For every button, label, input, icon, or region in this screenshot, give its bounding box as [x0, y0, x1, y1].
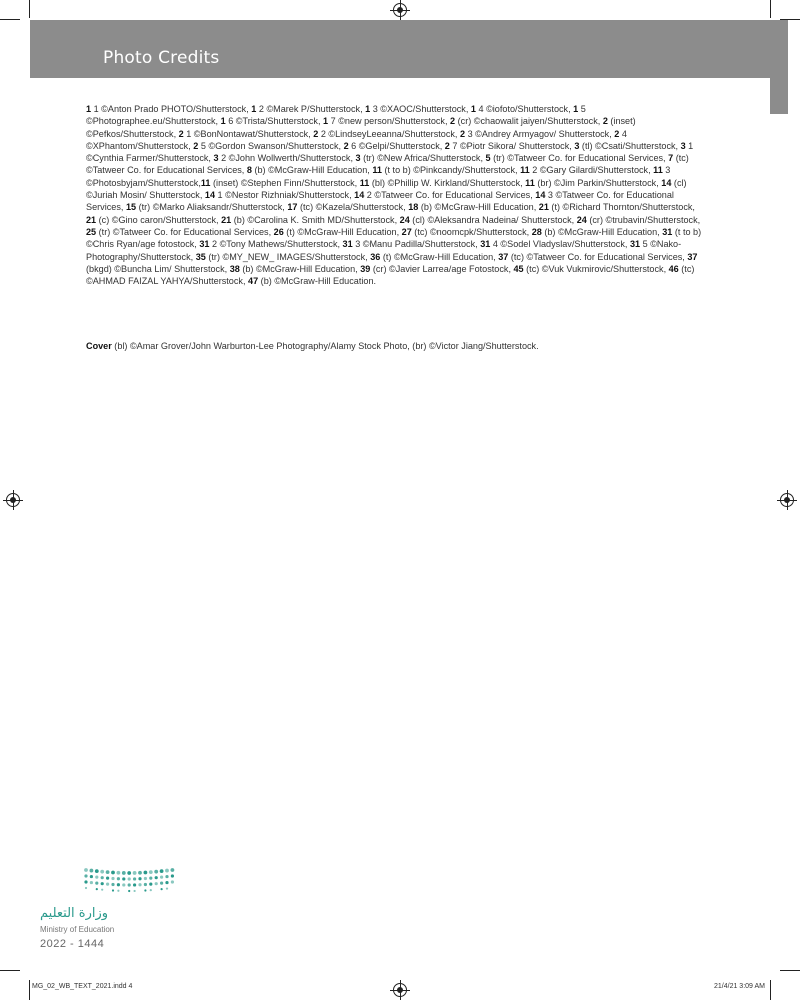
credit-entry	[471, 104, 573, 114]
credit-entry	[514, 264, 669, 274]
credit-text: (inset) ©Pefkos/Shutterstock,	[86, 116, 636, 139]
credit-page-number: 28	[531, 226, 542, 237]
credit-entry	[574, 141, 680, 151]
credit-entry	[372, 165, 520, 175]
credit-text: (tr) ©Marko Aliaksandr/Shutterstock,	[136, 202, 288, 213]
crop-mark	[0, 19, 20, 20]
credit-entry	[201, 178, 360, 188]
credit-page-number: 39	[360, 263, 371, 274]
credit-page-number: 3	[213, 153, 219, 164]
credit-page-number: 11	[359, 177, 370, 188]
credit-entry	[360, 264, 513, 274]
credit-page-number: 11	[525, 177, 535, 188]
slug-filename: MG_02_WB_TEXT_2021.indd 4	[32, 983, 133, 990]
credit-page-number: 1	[573, 104, 579, 114]
credit-entry	[498, 252, 687, 262]
credit-text: (b) ©McGraw-Hill Education.	[258, 276, 377, 287]
credit-text: (tl) ©Csati/Shutterstock,	[579, 140, 681, 151]
credit-text: 3 ©Photosbyjam/Shutterstock,	[86, 165, 671, 188]
cover-text: (bl) ©Amar Grover/John Warburton-Lee Photography/Alamy Stock Photo, (br) ©Victor Jiang/Shutterstock.	[111, 341, 539, 351]
credit-entry	[360, 178, 525, 188]
credit-text: 4 ©XPhantom/Shutterstock,	[86, 128, 627, 151]
credit-text: (c) ©Gino caron/Shutterstock,	[96, 214, 222, 225]
credit-page-number: 1	[323, 116, 329, 127]
credit-text: 2 ©Tatweer Co. for Educational Services,	[364, 190, 536, 201]
credit-page-number: 36	[370, 251, 381, 262]
credit-entry	[196, 252, 370, 262]
page-title: Photo Credits	[103, 48, 220, 68]
cover-credits	[86, 340, 706, 352]
credit-text: 2 ©Gary Gilardi/Shutterstock,	[529, 165, 654, 176]
credit-entry	[400, 215, 577, 225]
credit-page-number: 31	[342, 239, 353, 250]
crop-mark	[29, 0, 30, 18]
credit-text: (tr) ©Tatweer Co. for Educational Services,	[96, 226, 274, 237]
credit-page-number: 1	[365, 104, 371, 114]
credit-page-number: 2	[444, 140, 450, 151]
credit-text: (b) ©Carolina K. Smith MD/Shutterstock,	[231, 214, 400, 225]
credit-text: 1 ©Anton Prado PHOTO/Shutterstock,	[91, 104, 252, 114]
credit-page-number: 14	[354, 190, 365, 201]
credit-page-number: 3	[355, 153, 361, 164]
credit-page-number: 14	[204, 190, 216, 201]
credit-page-number: 11	[372, 165, 382, 176]
credit-page-number: 2	[343, 140, 349, 151]
credit-text: 6 ©Trista/Shutterstock,	[225, 116, 324, 127]
credit-text: 2 ©LindseyLeeanna/Shutterstock,	[318, 128, 460, 139]
credit-page-number: 24	[576, 214, 587, 225]
credit-page-number: 31	[199, 239, 210, 250]
credit-page-number: 3	[574, 140, 580, 151]
credit-text: (tc) ©Tatweer Co. for Educational Services,	[508, 251, 688, 262]
crop-mark	[770, 0, 771, 18]
registration-mark-icon	[393, 983, 407, 997]
credit-page-number: 24	[399, 214, 410, 225]
credit-page-number: 8	[246, 165, 252, 176]
credit-entry	[214, 153, 356, 163]
credit-entry	[126, 202, 287, 212]
credit-entry	[365, 104, 471, 114]
credit-page-number: 2	[459, 128, 466, 139]
credit-entry	[480, 239, 630, 249]
credit-page-number: 2	[602, 116, 608, 127]
credit-text: (b) ©McGraw-Hill Education,	[251, 165, 373, 176]
credit-text: 2 ©John Wollwerth/Shutterstock,	[218, 153, 356, 164]
credit-page-number: 14	[661, 177, 672, 188]
credit-text: 3 ©Manu Padilla/Shutterstock,	[352, 239, 481, 250]
credit-text: 7 ©new person/Shutterstock,	[328, 116, 451, 127]
credit-page-number: 46	[668, 263, 679, 274]
credit-text: 4 ©iofoto/Shutterstock,	[475, 104, 574, 114]
credit-entry	[354, 190, 535, 200]
credit-page-number: 1	[86, 104, 92, 114]
registration-mark-icon	[393, 3, 407, 17]
header-side-tab	[770, 20, 788, 114]
credit-text: 3 ©XAOC/Shutterstock,	[370, 104, 471, 114]
credit-entry	[86, 227, 274, 237]
credit-text: (t) ©McGraw-Hill Education,	[283, 226, 402, 237]
credit-text: (inset) ©Stephen Finn/Shutterstock,	[210, 177, 360, 188]
credit-text: 1 ©Cynthia Farmer/Shutterstock,	[86, 140, 694, 164]
credit-text: (cl) ©Aleksandra Nadeina/ Shutterstock,	[409, 214, 577, 225]
credit-entry	[230, 264, 361, 274]
credit-text: (tr) ©New Africa/Shutterstock,	[360, 153, 486, 164]
credit-entry	[274, 227, 402, 237]
credit-page-number: 45	[513, 263, 524, 274]
credit-entry	[251, 104, 365, 114]
credit-text: 1 ©BonNontawat/Shutterstock,	[183, 128, 314, 139]
credit-page-number: 21	[221, 214, 232, 225]
credit-entry	[248, 276, 376, 286]
cover-label: Cover	[86, 341, 112, 351]
credit-page-number: 37	[498, 251, 509, 262]
credit-page-number: 11	[653, 165, 663, 176]
credit-entry	[525, 178, 661, 188]
credit-text: (cr) ©trubavin/Shutterstock,	[586, 214, 701, 225]
credit-page-number: 17	[287, 202, 298, 213]
credit-page-number: 31	[629, 239, 641, 250]
credit-page-number: 38	[229, 263, 240, 274]
credit-text: 3 ©Tatweer Co. for Educational Services,	[86, 190, 674, 213]
credit-text: 1 ©Nestor Rizhniak/Shutterstock,	[215, 190, 355, 201]
credit-text: 5 ©Photographee.eu/Shutterstock,	[86, 104, 586, 127]
credit-entry	[221, 116, 323, 126]
credit-text: (br) ©Jim Parkin/Shutterstock,	[534, 177, 662, 188]
credit-page-number: 21	[538, 202, 549, 213]
credit-text: 2 ©Tony Mathews/Shutterstock,	[209, 239, 343, 250]
credit-entry	[460, 129, 614, 139]
credit-entry	[205, 190, 354, 200]
credit-entry	[532, 227, 663, 237]
credit-page-number: 21	[86, 214, 97, 225]
credit-entry	[179, 129, 314, 139]
credit-entry	[356, 153, 486, 163]
credit-entry	[323, 116, 450, 126]
credit-text: (tc) ©Tatweer Co. for Educational Services,	[86, 153, 689, 176]
credit-page-number: 1	[470, 104, 476, 114]
credit-text: 5 ©Gordon Swanson/Shutterstock,	[198, 140, 344, 151]
credit-page-number: 2	[614, 128, 620, 139]
registration-mark-icon	[780, 493, 794, 507]
credit-text: (tc) ©Kazela/Shutterstock,	[297, 202, 409, 213]
crop-mark	[0, 970, 20, 971]
credit-text: (b) ©McGraw-Hill Education,	[541, 226, 663, 237]
credit-page-number: 11	[200, 177, 211, 188]
credit-entry	[221, 215, 400, 225]
credit-page-number: 15	[125, 202, 137, 213]
crop-mark	[780, 970, 800, 971]
credit-entry	[408, 202, 539, 212]
credit-text: (t) ©McGraw-Hill Education,	[380, 251, 499, 262]
credit-entry	[287, 202, 408, 212]
credit-entry	[445, 141, 575, 151]
credit-page-number: 31	[662, 226, 673, 237]
credit-entry	[86, 215, 221, 225]
credit-text: (tc) ©noomcpk/Shutterstock,	[411, 226, 532, 237]
credit-page-number: 2	[313, 128, 319, 139]
credit-text: 2 ©Marek P/Shutterstock,	[256, 104, 366, 114]
credit-page-number: 14	[535, 190, 546, 201]
credit-text: 3 ©Andrey Armyagov/ Shutterstock,	[465, 128, 615, 139]
credit-text: (b) ©McGraw-Hill Education,	[418, 202, 539, 213]
credit-entry	[520, 165, 653, 175]
credit-page-number: 1	[220, 116, 226, 127]
credit-text: 7 ©Piotr Sikora/ Shutterstock,	[449, 140, 575, 151]
credit-page-number: 5	[485, 153, 491, 164]
crop-mark	[770, 980, 771, 1000]
credit-entry	[313, 129, 460, 139]
credit-entry	[450, 116, 603, 126]
credit-text: (bl) ©Phillip W. Kirkland/Shutterstock,	[369, 177, 526, 188]
credit-page-number: 1	[251, 104, 257, 114]
credit-page-number: 2	[450, 116, 456, 127]
credit-entry	[199, 239, 342, 249]
credit-text: 4 ©Sodel Vladyslav/Shutterstock,	[490, 239, 630, 250]
credit-entry	[86, 104, 251, 114]
credit-entry	[344, 141, 445, 151]
ministry-year: 2022 - 1444	[40, 938, 105, 950]
credit-page-number: 18	[408, 202, 419, 213]
credit-page-number: 47	[248, 276, 259, 287]
ministry-name-arabic: وزارة التعليم	[40, 906, 109, 921]
ministry-name-english: Ministry of Education	[40, 925, 115, 934]
credit-entry	[343, 239, 481, 249]
credit-entry	[577, 215, 700, 225]
slug-datetime: 21/4/21 3:09 AM	[714, 983, 765, 990]
credit-entry	[402, 227, 532, 237]
credit-text: (t to b) ©Chris Ryan/age fotostock,	[86, 226, 702, 250]
credit-text: 5 ©Nako-Photography/Shutterstock,	[86, 239, 682, 262]
credit-entry	[370, 252, 498, 262]
credit-entry	[193, 141, 343, 151]
credit-page-number: 25	[86, 226, 97, 237]
crop-mark	[29, 980, 30, 1000]
credit-text: 6 ©Gelpi/Shutterstock,	[348, 140, 445, 151]
credit-entry	[539, 202, 695, 212]
credit-text: (cr) ©chaowalit jaiyen/Shutterstock,	[455, 116, 603, 127]
credit-entry	[247, 165, 372, 175]
registration-mark-icon	[6, 493, 20, 507]
credit-text: (tr) ©MY_NEW_ IMAGES/Shutterstock,	[205, 251, 371, 262]
credit-page-number: 3	[680, 140, 686, 151]
credit-page-number: 27	[401, 226, 412, 237]
ministry-logo-icon	[82, 866, 178, 898]
credit-text: (bkgd) ©Buncha Lim/ Shutterstock,	[86, 263, 230, 274]
credit-text: (b) ©McGraw-Hill Education,	[239, 263, 361, 274]
credit-text: (tc) ©Vuk Vukmirovic/Shutterstock,	[523, 263, 669, 274]
credit-text: (cr) ©Javier Larrea/age Fotostock,	[370, 263, 514, 274]
credits-paragraph	[86, 103, 706, 287]
credit-text: (cl) ©Juriah Mosin/ Shutterstock,	[86, 177, 687, 201]
credit-text: (t) ©Richard Thornton/Shutterstock,	[548, 202, 695, 213]
credit-text: (tc) ©AHMAD FAIZAL YAHYA/Shutterstock,	[86, 263, 695, 287]
credit-text: (tr) ©Tatweer Co. for Educational Services,	[490, 153, 669, 164]
credit-page-number: 2	[193, 140, 199, 151]
credit-page-number: 35	[195, 251, 206, 262]
credit-page-number: 37	[687, 251, 698, 262]
credit-entry	[486, 153, 669, 163]
credit-page-number: 2	[178, 128, 184, 139]
credit-page-number: 11	[520, 165, 530, 176]
credit-text: (t to b) ©Pinkcandy/Shutterstock,	[381, 165, 521, 176]
credit-page-number: 31	[480, 239, 491, 250]
credit-page-number: 26	[273, 226, 284, 237]
credit-page-number: 7	[668, 153, 674, 164]
